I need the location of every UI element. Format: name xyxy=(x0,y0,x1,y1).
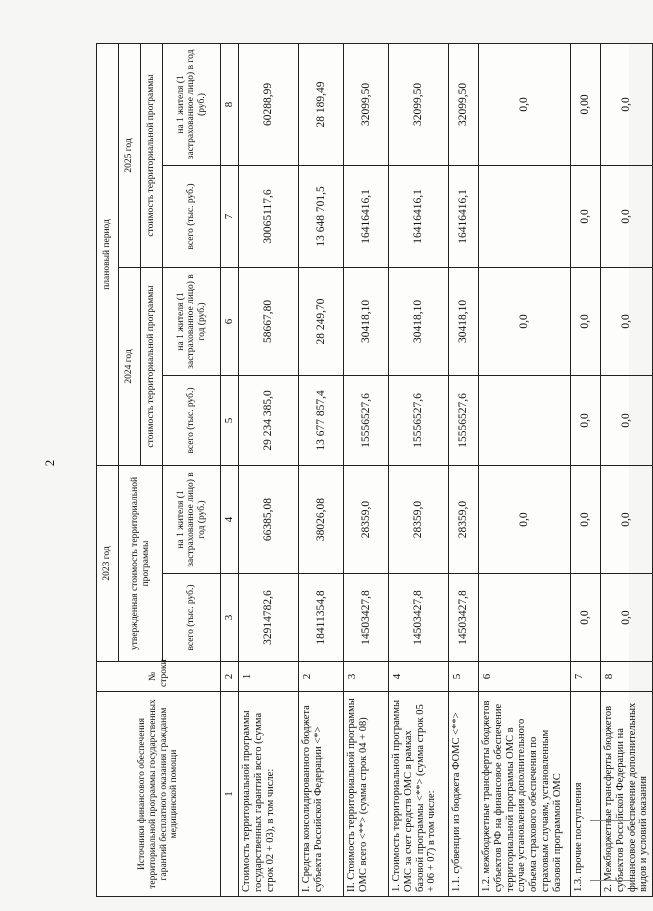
cell-per-capita-2023: 28359,0 xyxy=(389,465,449,573)
scan-edge-mark xyxy=(590,880,630,881)
cell-per-capita-2025: 32099,50 xyxy=(389,43,449,165)
cell-per-capita-2024: 0,0 xyxy=(571,267,601,375)
page-number: 2 xyxy=(42,459,57,467)
header-per-capita-2025: на 1 жителя (1 застрахованное лицо) в год (руб.) xyxy=(163,43,221,165)
col-number: 2 xyxy=(221,662,239,692)
table-row xyxy=(449,43,479,896)
cell-per-capita-2024: 58667,80 xyxy=(239,267,299,375)
cell-per-capita-2025: 60288,99 xyxy=(239,43,299,165)
cell-per-capita-2025: 0,0 xyxy=(601,43,653,165)
financing-table xyxy=(96,43,653,897)
cell-total-2023: 18411354,8 xyxy=(299,574,344,662)
row-number: 6 xyxy=(479,662,571,692)
cell-per-capita-2023: 38026,08 xyxy=(299,465,344,573)
scan-edge-mark xyxy=(590,820,630,821)
cell-total-2024: 0,0 xyxy=(601,375,653,465)
cell-per-capita-2024: 0,0 xyxy=(601,267,653,375)
cell-per-capita-2023: 0,0 xyxy=(479,465,571,573)
cell-total-2024: 0,0 xyxy=(571,375,601,465)
row-label: 2. Межбюджетные трансферты бюджетов субъектов Российской Федерации на финансовое обеспечение дополнительных видов и условий оказания xyxy=(601,692,653,897)
header-total-2025: всего (тыс. руб.) xyxy=(163,165,221,267)
cell-total-2024 xyxy=(479,375,571,465)
cell-total-2024: 13 677 857,4 xyxy=(299,375,344,465)
row-label: 1. Стоимость территориальной программы ОМС за счет средств ОМС в рамках базовой программы <**> (сумма строк 05 + 06 + 07) в том числе: xyxy=(389,692,449,897)
cell-total-2023: 0,0 xyxy=(601,574,653,662)
cell-total-2023: 14503427,8 xyxy=(344,574,389,662)
header-year-2025: 2025 год xyxy=(119,43,141,267)
row-label: II. Стоимость территориальной программы ОМС всего <**> (сумма строк 04 + 08) xyxy=(344,692,389,897)
cell-per-capita-2024: 30418,10 xyxy=(344,267,389,375)
table-row xyxy=(479,43,571,896)
cell-per-capita-2023: 66385,08 xyxy=(239,465,299,573)
row-number: 7 xyxy=(571,662,601,692)
cell-total-2023: 0,0 xyxy=(571,574,601,662)
header-year-2024: 2024 год xyxy=(119,267,141,465)
cell-total-2025 xyxy=(479,165,571,267)
cell-per-capita-2025: 0,00 xyxy=(571,43,601,165)
header-planned-period: плановый период xyxy=(97,43,119,465)
cell-per-capita-2024: 30418,10 xyxy=(449,267,479,375)
table-row xyxy=(239,43,299,896)
header-year-2023: 2023 год xyxy=(97,465,119,661)
cell-total-2025: 16416416,1 xyxy=(449,165,479,267)
cell-per-capita-2023: 28359,0 xyxy=(344,465,389,573)
cell-per-capita-2023: 0,0 xyxy=(571,465,601,573)
header-program-cost-2025: стоимость территориальной программы xyxy=(141,43,163,267)
row-number: 3 xyxy=(344,662,389,692)
table-row xyxy=(299,43,344,896)
col-number: 3 xyxy=(221,574,239,662)
cell-per-capita-2024: 30418,10 xyxy=(389,267,449,375)
cell-per-capita-2024: 28 249,70 xyxy=(299,267,344,375)
col-number: 5 xyxy=(221,375,239,465)
cell-total-2025: 0,0 xyxy=(571,165,601,267)
row-number: 1 xyxy=(239,662,299,692)
header-source: Источники финансового обеспечения территориальной программы государственных гарантий бесплатного оказания гражданам медицинской помощи xyxy=(97,692,221,897)
col-number: 8 xyxy=(221,43,239,165)
cell-total-2023 xyxy=(479,574,571,662)
col-number: 6 xyxy=(221,267,239,375)
column-number-row xyxy=(221,43,239,896)
cell-total-2023: 32914782,6 xyxy=(239,574,299,662)
cell-total-2023: 14503427,8 xyxy=(389,574,449,662)
cell-total-2025: 30065117,6 xyxy=(239,165,299,267)
header-per-capita-2024: на 1 жителя (1 застрахованное лицо) в год (руб.) xyxy=(163,267,221,375)
row-label: I. Средства консолидированного бюджета субъекта Российской Федерации <*> xyxy=(299,692,344,897)
header-program-cost-2024: стоимость территориальной программы xyxy=(141,267,163,465)
cell-total-2024: 29 234 385,0 xyxy=(239,375,299,465)
cell-total-2025: 13 648 701,5 xyxy=(299,165,344,267)
row-number: 4 xyxy=(389,662,449,692)
cell-per-capita-2025: 28 189,49 xyxy=(299,43,344,165)
cell-total-2025: 16416416,1 xyxy=(389,165,449,267)
header-total-2023: всего (тыс. руб.) xyxy=(163,574,221,662)
header-row-no: № строки xyxy=(97,662,221,692)
table-row xyxy=(389,43,449,896)
header-total-2024: всего (тыс. руб.) xyxy=(163,375,221,465)
table-row xyxy=(344,43,389,896)
cell-total-2024: 15556527,6 xyxy=(389,375,449,465)
row-number: 5 xyxy=(449,662,479,692)
row-label: 1.2. межбюджетные трансферты бюджетов субъектов РФ на финансовое обеспечение территориальной программы ОМС в случае установления дополнительного объема страхового обеспечения по страховым случаям, установленным базовой программой ОМС xyxy=(479,692,571,897)
cell-total-2023: 14503427,8 xyxy=(449,574,479,662)
header-per-capita-2023: на 1 жителя (1 застрахованное лицо) в год (руб.) xyxy=(163,465,221,573)
cell-per-capita-2024: 0,0 xyxy=(479,267,571,375)
cell-per-capita-2025: 32099,50 xyxy=(344,43,389,165)
table-row xyxy=(601,43,653,896)
table-row xyxy=(571,43,601,896)
rotated-table-container xyxy=(96,44,650,897)
cell-per-capita-2025: 0,0 xyxy=(479,43,571,165)
col-number: 7 xyxy=(221,165,239,267)
cell-total-2024: 15556527,6 xyxy=(344,375,389,465)
col-number: 4 xyxy=(221,465,239,573)
header-row-1 xyxy=(97,43,119,896)
cell-total-2025: 16416416,1 xyxy=(344,165,389,267)
cell-per-capita-2023: 0,0 xyxy=(601,465,653,573)
row-number: 8 xyxy=(601,662,653,692)
header-approved-cost: утвержденная стоимость территориальной программы xyxy=(119,465,163,661)
row-label: 1.3. прочие поступления xyxy=(571,692,601,897)
cell-per-capita-2023: 28359,0 xyxy=(449,465,479,573)
row-label: 1.1. субвенции из бюджета ФОМС <**> xyxy=(449,692,479,897)
col-number: 1 xyxy=(221,692,239,897)
row-label: Стоимость территориальной программы государственных гарантий всего (сумма строк 02 + 03), в том числе: xyxy=(239,692,299,897)
cell-total-2024: 15556527,6 xyxy=(449,375,479,465)
cell-per-capita-2025: 32099,50 xyxy=(449,43,479,165)
cell-total-2025: 0,0 xyxy=(601,165,653,267)
row-number: 2 xyxy=(299,662,344,692)
